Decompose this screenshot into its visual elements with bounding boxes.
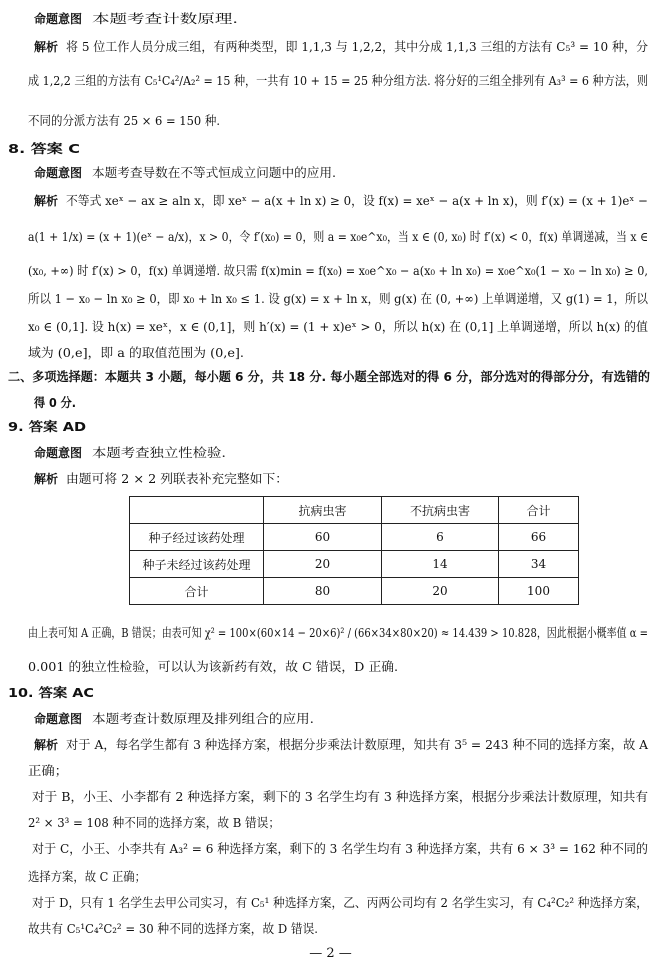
label-intent: 命题意图 [34, 446, 83, 460]
label-analysis: 解析 [34, 40, 59, 54]
table-cell: 种子未经过该药处理 [130, 551, 264, 578]
answer-page: 命题意图 本题考查计数原理. 解析 将 5 位工作人员分成三组，有两种类型，即 1,1,3 与 1,2,2，其中分成 1,1,3 三组的方法有 C₅³ = 10 种，分 成 1,2,2 三组的方法有 C₅¹C₄²/A₂² = 15 种，一共有 10 + 15 = 25 种分组方法. 将分好的三组全排列有 A₃³ = 6 种方法，则 不同的分派方法有 25 × 6 = 150 种. 8. 答案 C 命题意图 本题考查导数在不等式恒成立问题中的应用. 解析 不等式 xeˣ − ax ≥ aln x，即 xeˣ − a(x + ln x) ≥ 0，设 f(x) = xeˣ − a(x + ln x)，则 f′(x) = (x + 1)eˣ − a(1 + 1/x) = (x + 1)(eˣ − a/x)，x > 0，令 f′(x₀) = 0，则 a = x₀e^x₀，当 x ∈ (0, x₀) 时 f′(x) < 0，f(x) 单调递减，当 x ∈ (x₀, +∞) 时 f′(x) > 0，f(x) 单调递增. 故只需 f(x)min = f(x₀) = x₀e^x₀ − a(x₀ + ln x₀) = x₀e^x₀(1 − x₀ − ln x₀) ≥ 0, 所以 1 − x₀ − ln x₀ ≥ 0，即 x₀ + ln x₀ ≤ 1. 设 g(x) = x + ln x，则 g(x) 在 (0, +∞) 上单调递增，又 g(1) = 1，所以 x₀ ∈ (0,1]. 设 h(x) = xeˣ，x ∈ (0,1]，则 h′(x) = (1 + x)eˣ > 0，所以 h(x) 在 (0,1] 上单调递增，所以 h(x) 的值 域为 (0,e]，即 a 的取值范围为 (0,e]. 二、多项选择题：本题共 3 小题，每小题 6 分，共 18 分. 每小题全部选对的得 6 分，部分选对的得部分分，有选错的 得 0 分. 9. 答案 AD 命题意图 本题考查独立性检验. 解析 由题可将 2 × 2 列联表补充完整如下： 抗病虫害 不抗病虫害 合计 种子经过该药处理 60 6 66 种子未经过该药处理 20 14 34 合计 80 20 100 由上表可知 A 正确，B 错误；由表可知 χ² = 100×(60×14 − 20×6)² / (66×34×80×20) ≈ 14.439 > 10.828，因此根据小概率值 α = 0.001 的独立性检验，可以认为该新药有效，故 C 错误，D 正确. 10. 答案 AC 命题意图 本题考查计数原理及排列组合的应用. 解析 对于 A，每名学生都有 3 种选择方案，根据分步乘法计数原理，知共有 3⁵ = 243 种不同的选择方案，故 A 正确； 对于 B，小王、小李都有 2 种选择方案，剩下的 3 名学生均有 3 种选择方案，根据分步乘法计数原理，知共有 2² × 3³ = 108 种不同的选择方案，故 B 错误； 对于 C，小王、小李共有 A₃² = 6 种选择方案，剩下的 3 名学生均有 3 种选择方案，共有 6 × 3³ = 162 种不同的 选择方案，故 C 正确； 对于 D，只有 1 名学生去甲公司实习，有 C₅¹ 种选择方案，乙、丙两公司均有 2 名学生实习，有 C₄²C₂² 种选择方案， 故共有 C₅¹C₄²C₂² = 30 种不同的选择方案，故 D 错误. — 2 — [0, 0, 661, 978]
text: 成 1,2,2 三组的方法有 C₅¹C₄²/A₂² = 15 种，一共有 10 + 15 = 25 种分组方法. 将分好的三组全排列有 A₃³ = 6 种方法，则 [28, 73, 649, 88]
table-header-cell: 抗病虫害 [264, 497, 382, 524]
text: x₀ ∈ (0,1]. 设 h(x) = xeˣ，x ∈ (0,1]，则 h′(x) = (1 + x)eˣ > 0，所以 h(x) 在 (0,1] 上单调递增，所以 h(x) 的值 [28, 319, 648, 334]
text: 将 5 位工作人员分成三组，有两种类型，即 1,1,3 与 1,2,2，其中分成 1,1,3 三组的方法有 C₅³ = 10 种，分 [66, 39, 648, 54]
page-number: — 2 — [309, 946, 352, 961]
label-intent: 命题意图 [34, 12, 83, 26]
table-header-cell: 合计 [499, 497, 579, 524]
text: 对于 A，每名学生都有 3 种选择方案，根据分步乘法计数原理，知共有 3⁵ = 243 种不同的选择方案，故 A [66, 737, 648, 752]
text: a(1 + 1/x) = (x + 1)(eˣ − a/x)，x > 0，令 f′(x₀) = 0，则 a = x₀e^x₀，当 x ∈ (0, x₀) 时 f′(x) < 0，f(x) 单调递减，当 x ∈ [28, 229, 649, 244]
table-cell: 种子经过该药处理 [130, 524, 264, 551]
text: 正确； [28, 763, 68, 778]
table-header-cell: 不抗病虫害 [382, 497, 499, 524]
label-analysis: 解析 [34, 738, 59, 752]
text: 本题考查独立性检验. [92, 445, 227, 460]
text: 域为 (0,e]，即 a 的取值范围为 (0,e]. [28, 345, 244, 360]
text: 由题可将 2 × 2 列联表补充完整如下： [66, 471, 288, 486]
text: 不等式 xeˣ − ax ≥ aln x，即 xeˣ − a(x + ln x) ≥ 0，设 f(x) = xeˣ − a(x + ln x)，则 f′(x) = (x + 1)eˣ − [66, 193, 649, 208]
table-row [130, 524, 579, 551]
table-cell: 14 [382, 551, 499, 578]
text: (x₀, +∞) 时 f′(x) > 0，f(x) 单调递增. 故只需 f(x)min = f(x₀) = x₀e^x₀ − a(x₀ + ln x₀) = x₀e^x₀(1 − x₀ − ln x₀) ≥ 0, [28, 263, 648, 278]
text: 对于 D，只有 1 名学生去甲公司实习，有 C₅¹ 种选择方案，乙、丙两公司均有 2 名学生实习，有 C₄²C₂² 种选择方案， [32, 895, 648, 910]
text: 不同的分派方法有 25 × 6 = 150 种. [28, 113, 220, 128]
text: 对于 B，小王、小李都有 2 种选择方案，剩下的 3 名学生均有 3 种选择方案，根据分步乘法计数原理，知共有 [32, 789, 649, 804]
text: 本题考查计数原理及排列组合的应用. [92, 711, 314, 726]
label-analysis: 解析 [34, 194, 59, 208]
text: 0.001 的独立性检验，可以认为该新药有效，故 C 错误，D 正确. [28, 659, 399, 674]
table-cell: 34 [499, 551, 579, 578]
table-cell: 20 [382, 578, 499, 605]
table-cell: 20 [264, 551, 382, 578]
table-cell: 80 [264, 578, 382, 605]
text: 选择方案，故 C 正确； [28, 869, 147, 884]
contingency-table [129, 496, 579, 605]
table-header-cell [130, 497, 264, 524]
text: 对于 C，小王、小李共有 A₃² = 6 种选择方案，剩下的 3 名学生均有 3 种选择方案，共有 6 × 3³ = 162 种不同的 [32, 841, 649, 856]
text: 本题考查计数原理. [92, 11, 239, 26]
table-row [130, 578, 579, 605]
table-cell: 100 [499, 578, 579, 605]
label-analysis: 解析 [34, 472, 59, 486]
text: 所以 1 − x₀ − ln x₀ ≥ 0，即 x₀ + ln x₀ ≤ 1. 设 g(x) = x + ln x，则 g(x) 在 (0, +∞) 上单调递增，又 g(1) = 1，所以 [28, 291, 648, 306]
table-cell: 66 [499, 524, 579, 551]
text: 由上表可知 A 正确，B 错误；由表可知 χ² = 100×(60×14 − 20×6)² / (66×34×80×20) ≈ 14.439 > 10.828，因此根据小概率值 α = [28, 625, 648, 640]
text: 本题考查导数在不等式恒成立问题中的应用. [92, 165, 336, 180]
label-intent: 命题意图 [34, 712, 83, 726]
table-row [130, 551, 579, 578]
table-cell: 6 [382, 524, 499, 551]
text: 2² × 3³ = 108 种不同的选择方案，故 B 错误； [28, 815, 280, 830]
table-cell: 60 [264, 524, 382, 551]
table-cell: 合计 [130, 578, 264, 605]
label-intent: 命题意图 [34, 166, 83, 180]
text: 故共有 C₅¹C₄²C₂² = 30 种不同的选择方案，故 D 错误. [28, 921, 318, 936]
table-header-row [130, 497, 579, 524]
